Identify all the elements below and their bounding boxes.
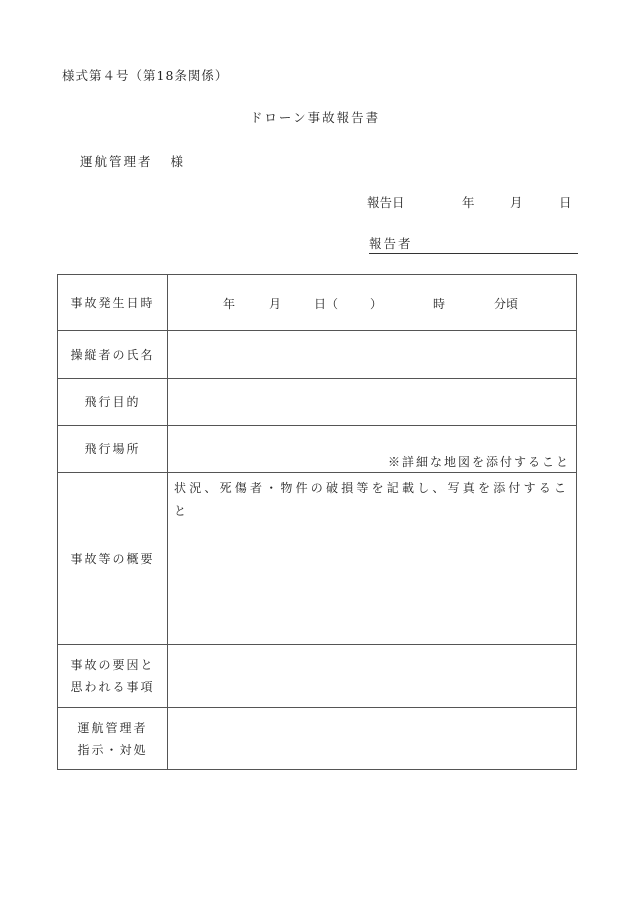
- summary-instruction: 状況、死傷者・物件の破損等を記載し、写真を添付すること: [174, 481, 570, 518]
- purpose-label: 飛行目的: [58, 379, 168, 426]
- cause-label-line2: 思われる事項: [70, 680, 155, 694]
- table-row-summary: [58, 473, 577, 645]
- manager-field[interactable]: [168, 708, 577, 770]
- cause-label: [58, 645, 168, 708]
- report-date-month: 月: [510, 195, 523, 210]
- manager-label-line2: 指示・対処: [77, 742, 148, 757]
- reporter-line[interactable]: [369, 234, 578, 254]
- operator-name-field[interactable]: [168, 331, 577, 379]
- document-title: ドローン事故報告書: [249, 110, 381, 125]
- report-date-day: 日: [559, 195, 572, 210]
- reporter-label: 報告者: [369, 236, 413, 251]
- datetime-close-paren: ）: [370, 297, 383, 311]
- datetime-day: 日（: [314, 297, 339, 311]
- purpose-field[interactable]: [168, 379, 577, 426]
- report-date-label: 報告日: [367, 195, 405, 210]
- report-table: [57, 274, 577, 770]
- datetime-field[interactable]: [168, 275, 577, 331]
- datetime-month: 月: [269, 297, 282, 311]
- table-row-cause: [58, 645, 577, 708]
- report-date-year: 年: [462, 195, 475, 210]
- location-note: ※詳細な地図を添付すること: [387, 455, 570, 469]
- datetime-year: 年: [223, 297, 236, 311]
- table-row-operator: [58, 331, 577, 379]
- summary-field[interactable]: [168, 473, 577, 645]
- manager-label-line1: 運航管理者: [77, 720, 148, 735]
- addressee-label: 運航管理者: [80, 154, 153, 169]
- summary-label: 事故等の概要: [58, 473, 168, 645]
- table-row-location: [58, 426, 577, 473]
- table-row-datetime: [58, 275, 577, 331]
- addressee-honorific: 様: [170, 154, 186, 169]
- table-row-purpose: [58, 379, 577, 426]
- manager-label: [58, 708, 168, 770]
- operator-name-label: 操縦者の氏名: [58, 331, 168, 379]
- form-number: 様式第４号（第18条関係）: [62, 68, 229, 83]
- datetime-label: 事故発生日時: [58, 275, 168, 331]
- location-label: 飛行場所: [58, 426, 168, 473]
- datetime-hour: 時: [433, 297, 446, 311]
- addressee: [80, 152, 185, 170]
- location-field[interactable]: [168, 426, 577, 473]
- table-row-manager: [58, 708, 577, 770]
- cause-label-line1: 事故の要因と: [70, 658, 155, 672]
- datetime-minute: 分頃: [494, 297, 519, 311]
- cause-field[interactable]: [168, 645, 577, 708]
